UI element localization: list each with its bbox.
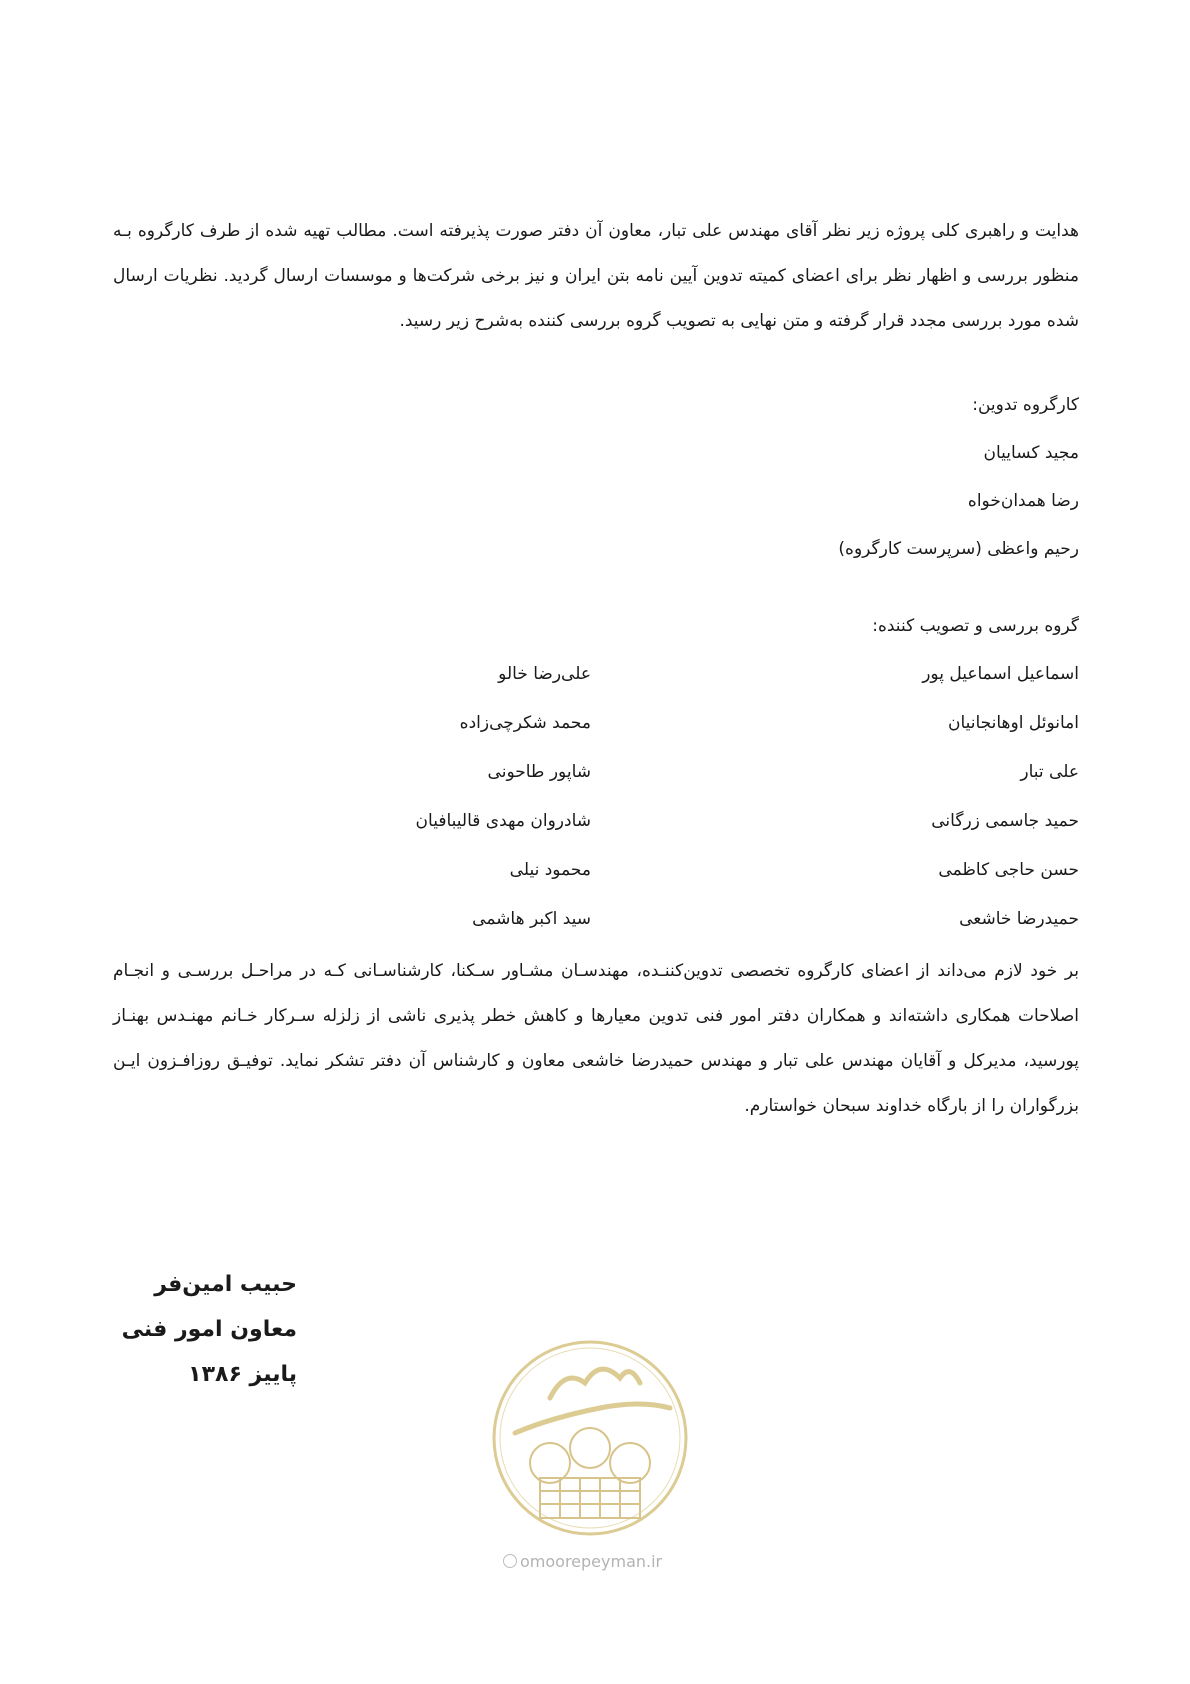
- signature-date: پاییز ۱۳۸۶: [188, 1362, 297, 1387]
- watermark-seal-icon: [490, 1338, 690, 1538]
- review-member: علی تبار: [1020, 762, 1079, 782]
- review-member: حسن حاجی کاظمی: [938, 860, 1079, 880]
- review-member: علی‌رضا خالو: [498, 664, 591, 684]
- review-member: حمید جاسمی زرگانی: [931, 811, 1079, 831]
- review-member: محمد شکرچی‌زاده: [459, 713, 591, 733]
- working-group-member: رضا همدان‌خواه: [967, 491, 1079, 511]
- working-group-member: مجید کساییان: [983, 443, 1079, 463]
- globe-icon: [503, 1554, 517, 1568]
- working-group-member: رحیم واعظی (سرپرست کارگروه): [838, 539, 1079, 559]
- review-member: شادروان مهدی قالیبافیان: [415, 811, 591, 831]
- review-member: امانوئل اوهانجانیان: [947, 713, 1079, 733]
- signature-block: [121, 1262, 297, 1397]
- signature-name: حبیب امین‌فر: [154, 1272, 297, 1297]
- review-member: محمود نیلی: [509, 860, 591, 880]
- intro-paragraph: هدایت و راهبری کلی پروژه زیر نظر آقای مهندس علی تبار، معاون آن دفتر صورت پذیرفته است. مطالب تهیه شده از طرف کارگروه بـه منظور بررسی و اظهار نظر برای اعضای کمیته تدوین آیین نامه بتن ایران و نیز برخی شرکت‌ها و موسسات ارسال گردید. نظریات ارسال شده مورد بررسی مجدد قرار گرفته و متن نهایی به تصویب گروه بررسی کننده به‌شرح زیر رسید.: [113, 221, 1079, 331]
- review-member: سید اکبر هاشمی: [472, 909, 591, 929]
- watermark-url: omoorepeyman.ir: [503, 1552, 693, 1571]
- review-group-heading: گروه بررسی و تصویب کننده:: [872, 616, 1079, 636]
- review-member: اسماعیل اسماعیل پور: [922, 664, 1079, 684]
- working-group-section: [838, 381, 1079, 573]
- signature-title: معاون امور فنی: [121, 1317, 297, 1342]
- review-group-left-column: [416, 650, 591, 944]
- review-member: حمیدرضا خاشعی: [959, 909, 1079, 929]
- review-member: شاپور طاحونی: [487, 762, 591, 782]
- working-group-heading: کارگروه تدوین:: [972, 395, 1079, 415]
- review-group-right-column: [922, 650, 1079, 944]
- thanks-paragraph: بر خود لازم می‌داند از اعضای کارگروه تخصصی تدوین‌کننـده، مهندسـان مشـاور سـکنا، کارشناسـانی کـه در مراحـل بررسـی و انجـام اصلاحات همکاری داشته‌اند و همکاران دفتر امور فنی تدوین معیارها و کاهش خطر پذیری ناشی از زلزله سـرکار خـانم مهنـدس بهنـاز پورسید، مدیرکل و آقایان مهندس علی تبار و مهندس حمیدرضا خاشعی معاون و کارشناس آن دفتر تشکر نماید. توفیـق روزافـزون ایـن بزرگواران را از بارگاه خداوند سبحان خواستارم.: [113, 961, 1079, 1116]
